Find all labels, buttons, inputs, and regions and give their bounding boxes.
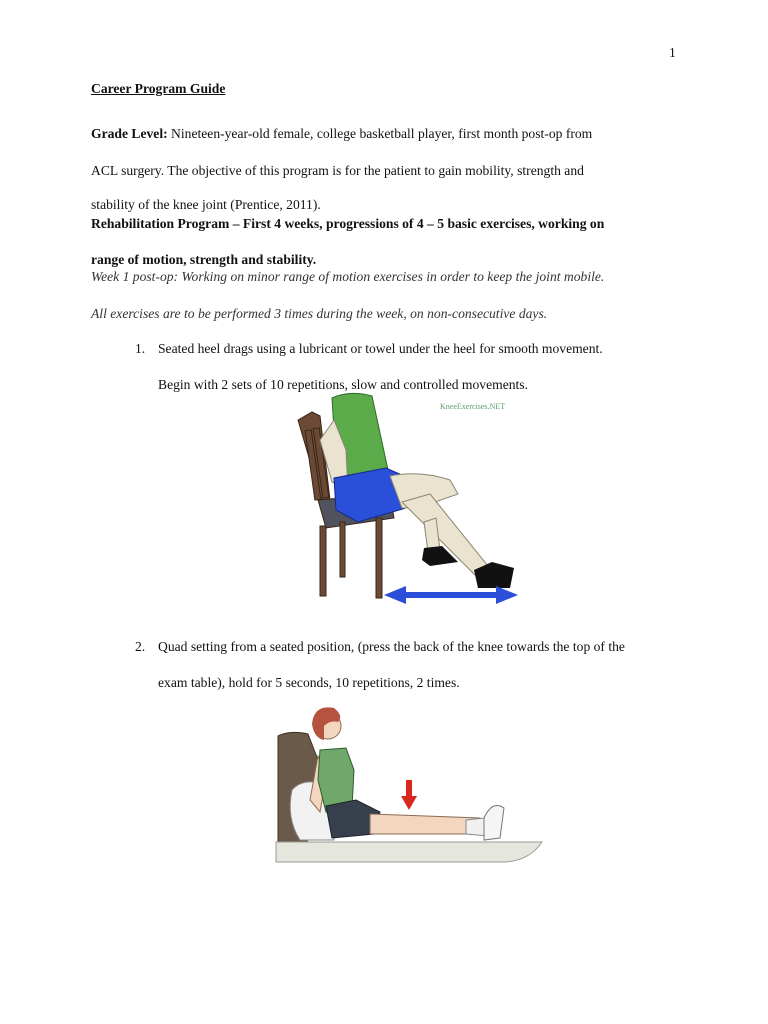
exercise-2-number: 2.	[135, 639, 146, 654]
grade-level-line3: stability of the knee joint (Prentice, 2011).	[91, 197, 321, 212]
grade-level-line1	[91, 126, 592, 142]
document-title: Career Program Guide	[91, 81, 226, 96]
exercise-1-line2: Begin with 2 sets of 10 repetitions, slow and controlled movements.	[158, 377, 528, 392]
grade-level-text: Nineteen-year-old female, college basketball player, first month post-op from	[171, 126, 593, 141]
exercise-1-number: 1.	[135, 341, 146, 356]
exercise-1-line1: Seated heel drags using a lubricant or towel under the heel for smooth movement.	[158, 341, 603, 356]
grade-level-line2: ACL surgery. The objective of this program is for the patient to gain mobility, strength and	[91, 163, 584, 178]
exercise-2-line1: Quad setting from a seated position, (press the back of the knee towards the top of the	[158, 639, 625, 654]
week1-note: Week 1 post-op: Working on minor range of motion exercises in order to keep the joint mobile.	[91, 269, 605, 284]
heel-drag-illustration	[290, 390, 530, 605]
rehab-heading-line2: range of motion, strength and stability.	[91, 252, 317, 267]
double-arrow-icon	[384, 586, 518, 604]
quad-setting-illustration	[270, 700, 550, 870]
watermark: KneeExercises.NET	[440, 402, 506, 411]
page-number: 1	[669, 45, 676, 60]
exercise-2-line2: exam table), hold for 5 seconds, 10 repetitions, 2 times.	[158, 675, 460, 690]
rehab-heading-line1: Rehabilitation Program – First 4 weeks, progressions of 4 – 5 basic exercises, working on	[91, 216, 605, 231]
table-graphic	[276, 842, 542, 862]
grade-level-label: Grade Level:	[91, 126, 168, 141]
schedule-note: All exercises are to be performed 3 times during the week, on non-consecutive days.	[91, 306, 548, 321]
down-arrow-icon	[401, 780, 417, 810]
